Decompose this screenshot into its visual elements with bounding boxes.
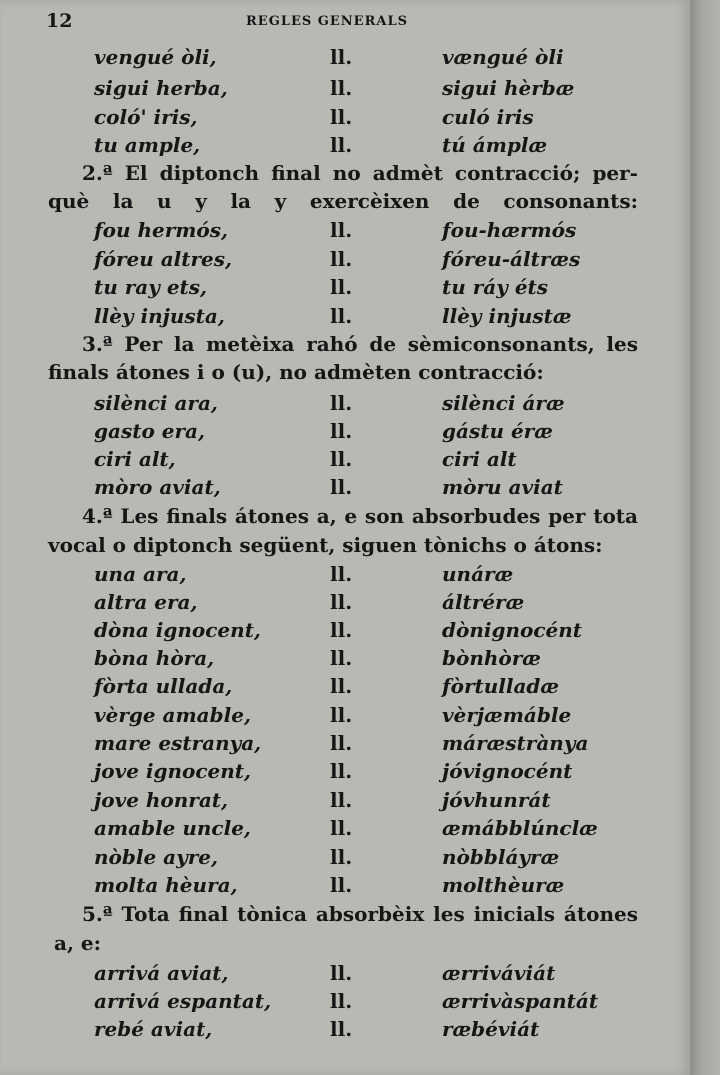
example-pronunciation: mòru aviat [442, 475, 563, 499]
example-row [48, 987, 638, 1015]
example-original: jove ignocent, [94, 759, 251, 783]
example-row [48, 644, 638, 672]
example-original: mòro aviat, [94, 475, 221, 499]
example-reading-marker: ll. [330, 1017, 353, 1041]
example-reading-marker: ll. [330, 989, 353, 1013]
example-row [48, 560, 638, 588]
example-pronunciation: ærriváviát [442, 961, 556, 985]
page-gutter-edge [690, 0, 720, 1075]
example-row [48, 216, 638, 244]
example-reading-marker: ll. [330, 618, 353, 642]
example-pronunciation: máræstrànya [442, 731, 589, 755]
example-original: sigui herba, [94, 76, 228, 100]
example-row [48, 701, 638, 729]
example-pronunciation: fou-hærmós [442, 218, 577, 242]
example-reading-marker: ll. [330, 391, 353, 415]
example-reading-marker: ll. [330, 133, 353, 157]
example-original: fou hermós, [94, 218, 228, 242]
example-reading-marker: ll. [330, 45, 353, 69]
example-original: fòrta ullada, [94, 674, 233, 698]
example-row [48, 74, 638, 102]
example-row [48, 786, 638, 814]
example-reading-marker: ll. [330, 731, 353, 755]
example-pronunciation: tu ráy éts [442, 275, 549, 299]
example-pronunciation: unáræ [442, 562, 514, 586]
example-pronunciation: dònignocént [442, 618, 583, 642]
rule-2-line-2: què la u y la y exercèixen de consonants: [48, 189, 638, 213]
example-original: molta hèura, [94, 873, 238, 897]
example-original: vengué òli, [94, 45, 217, 69]
example-original: bòna hòra, [94, 646, 215, 670]
example-pronunciation: æmábblúnclæ [442, 816, 598, 840]
example-pronunciation: sigui hèrbæ [442, 76, 575, 100]
example-pronunciation: culó iris [442, 105, 534, 129]
running-head: REGLES GENERALS [246, 14, 408, 29]
example-original: tu ample, [94, 133, 201, 157]
example-reading-marker: ll. [330, 703, 353, 727]
rule-3-line-2: finals átones i o (u), no admèten contracció: [48, 360, 544, 384]
example-row [48, 672, 638, 700]
rule-4-line-2: vocal o diptonch següent, siguen tònichs o átons: [48, 533, 603, 557]
example-row [48, 445, 638, 473]
example-reading-marker: ll. [330, 590, 353, 614]
example-row [48, 473, 638, 501]
example-row [48, 103, 638, 131]
example-row [48, 814, 638, 842]
example-reading-marker: ll. [330, 646, 353, 670]
example-original: nòble ayre, [94, 845, 218, 869]
example-row [48, 588, 638, 616]
example-row [48, 43, 638, 71]
example-reading-marker: ll. [330, 419, 353, 443]
example-original: rebé aviat, [94, 1017, 213, 1041]
example-reading-marker: ll. [330, 961, 353, 985]
example-row [48, 389, 638, 417]
example-pronunciation: nòbbláyræ [442, 845, 560, 869]
example-pronunciation: tú ámplæ [442, 133, 548, 157]
rule-5-line-1: 5.ª Tota final tònica absorbèix les inicials átones [82, 902, 638, 926]
example-original: ciri alt, [94, 447, 176, 471]
example-reading-marker: ll. [330, 873, 353, 897]
example-row [48, 417, 638, 445]
example-pronunciation: vængué òli [442, 45, 564, 69]
example-row [48, 616, 638, 644]
example-original: arrivá aviat, [94, 961, 229, 985]
example-row [48, 757, 638, 785]
example-reading-marker: ll. [330, 304, 353, 328]
example-pronunciation: llèy injustæ [442, 304, 572, 328]
example-original: amable uncle, [94, 816, 251, 840]
example-reading-marker: ll. [330, 845, 353, 869]
rule-3-line-1: 3.ª Per la metèixa rahó de sèmiconsonants, les [82, 332, 638, 356]
example-reading-marker: ll. [330, 105, 353, 129]
example-reading-marker: ll. [330, 788, 353, 812]
example-original: mare estranya, [94, 731, 262, 755]
page-number: 12 [46, 10, 73, 32]
example-original: gasto era, [94, 419, 205, 443]
example-row [48, 729, 638, 757]
example-reading-marker: ll. [330, 247, 353, 271]
example-pronunciation: fóreu-áltræs [442, 247, 581, 271]
example-row [48, 959, 638, 987]
example-reading-marker: ll. [330, 218, 353, 242]
example-original: fóreu altres, [94, 247, 232, 271]
example-reading-marker: ll. [330, 562, 353, 586]
example-reading-marker: ll. [330, 475, 353, 499]
example-original: tu ray ets, [94, 275, 208, 299]
example-reading-marker: ll. [330, 447, 353, 471]
example-pronunciation: ciri alt [442, 447, 517, 471]
rule-2-line-1: 2.ª El diptonch final no admèt contracció; per- [82, 161, 638, 185]
example-original: dòna ignocent, [94, 618, 261, 642]
example-row [48, 273, 638, 301]
example-pronunciation: gástu éræ [442, 419, 553, 443]
example-row [48, 871, 638, 899]
example-pronunciation: áltréræ [442, 590, 525, 614]
example-row [48, 1015, 638, 1043]
example-pronunciation: molthèuræ [442, 873, 565, 897]
example-pronunciation: silènci áræ [442, 391, 565, 415]
example-original: una ara, [94, 562, 187, 586]
example-pronunciation: jóvignocént [442, 759, 573, 783]
example-pronunciation: vèrjæmáble [442, 703, 572, 727]
example-pronunciation: ræbéviát [442, 1017, 540, 1041]
example-reading-marker: ll. [330, 275, 353, 299]
example-original: silènci ara, [94, 391, 218, 415]
example-pronunciation: fòrtulladæ [442, 674, 560, 698]
example-row [48, 245, 638, 273]
example-reading-marker: ll. [330, 76, 353, 100]
rule-5-line-2: a, e: [54, 931, 101, 955]
example-reading-marker: ll. [330, 759, 353, 783]
example-row [48, 131, 638, 159]
page-header [46, 10, 646, 36]
example-original: arrivá espantat, [94, 989, 272, 1013]
example-original: coló' iris, [94, 105, 198, 129]
example-row [48, 843, 638, 871]
example-original: llèy injusta, [94, 304, 225, 328]
example-pronunciation: ærrivàspantát [442, 989, 599, 1013]
example-row [48, 302, 638, 330]
example-reading-marker: ll. [330, 674, 353, 698]
example-original: altra era, [94, 590, 198, 614]
example-pronunciation: jóvhunrát [442, 788, 551, 812]
rule-4-line-1: 4.ª Les finals átones a, e son absorbudes per tota [82, 504, 638, 528]
example-pronunciation: bònhòræ [442, 646, 541, 670]
example-original: vèrge amable, [94, 703, 251, 727]
example-original: jove honrat, [94, 788, 229, 812]
example-reading-marker: ll. [330, 816, 353, 840]
